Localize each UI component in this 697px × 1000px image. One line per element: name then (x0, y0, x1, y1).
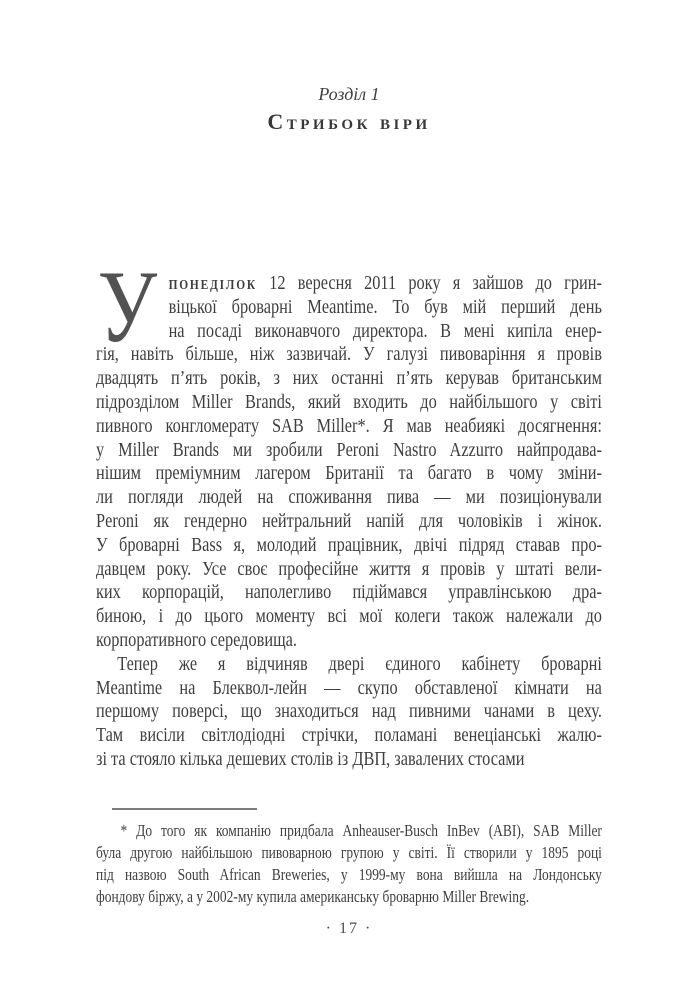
footnote-line: фондову біржу, а у 2002-му купила американську броварню Miller Brewing. (96, 887, 530, 906)
footnote-lines (96, 842, 602, 886)
lead-word: понеділок (168, 272, 258, 294)
text-line: Тепер же я відчиняв двері єдиного кабінету броварні (117, 652, 602, 675)
text-line: першому поверсі, що знаходиться над пивними чанами в цеху. (96, 700, 602, 723)
text-line: Peroni як гендерно нейтральний напій для чоловіків і жінок. (96, 509, 602, 532)
text-line: у Miller Brands ми зробили Peroni Nastro Azzurro найпродава- (96, 438, 602, 461)
text-line: під назвою South African Breweries, у 1999-му вона вийшла на Лондонську (96, 865, 602, 884)
text-line: зі та стояло кілька дешевих столів із ДВП, завалених стосами (96, 747, 525, 770)
dropcap-letter: У (97, 250, 158, 364)
footnote-divider (112, 808, 257, 810)
paragraph-1 (96, 250, 602, 653)
text-line: У броварні Bass я, молодий працівник, двічі підряд ставав про- (96, 533, 602, 556)
footnote (96, 820, 602, 908)
page-number: · 17 · (325, 920, 373, 937)
text-line: биною, і до цього моменту всі мої колеги також належали до (96, 605, 602, 628)
paragraph-2 (96, 653, 602, 772)
text-line: ли погляди людей на споживання пива — ми позиціонували (96, 486, 602, 509)
body-text (96, 250, 602, 772)
text-line: давцем року. Усе своє професійне життя я провів у штаті вели- (96, 557, 602, 580)
text-line: Там висіли світлодіодні стрічки, поламані венеціанські жалю- (96, 724, 602, 747)
line-rest: 12 вересня 2011 року я зайшов до грин- (257, 272, 602, 294)
footnote-line: * До того як компанію придбала Anheauser-Busch InBev (АВІ), SAB Miller (120, 821, 602, 840)
text-line: ких корпорацій, наполегливо підіймався управлінською дра- (96, 581, 602, 604)
text-line: на посаді виконавчого директора. В мені кипіла енер- (168, 319, 602, 342)
paragraph-lines (96, 296, 602, 629)
text-line: підрозділом Miller Brands, який входить до найбільшого у світі (96, 390, 602, 413)
text-line: корпоративного середовища. (96, 628, 297, 651)
text-line: пивного конгломерату SAB Miller*. Я мав неабиякі досягнення: (96, 414, 602, 437)
text-line: нішим преміумним лагером Британії та багато в чому зміни- (96, 462, 602, 485)
chapter-number: Розділ 1 (318, 84, 380, 104)
chapter-title: Стрибок віри (267, 109, 431, 134)
chapter-header (96, 84, 602, 135)
text-line: була другою найбільшою пивоварною групою у світі. Її створили у 1895 році (96, 843, 602, 862)
text-line: Meantime на Блеквол-лейн — скупо обставленої кімнати на (96, 676, 602, 699)
text-line: віцької броварні Meantime. То був мій перший день (168, 295, 602, 318)
paragraph-lines (96, 677, 602, 748)
text-line: двадцять п’ять років, з них останні п’ять керував британським (96, 367, 602, 390)
text-line: гія, навіть більше, ніж зазвичай. У галузі пивоваріння я провів (96, 343, 602, 366)
text-line (96, 272, 602, 296)
